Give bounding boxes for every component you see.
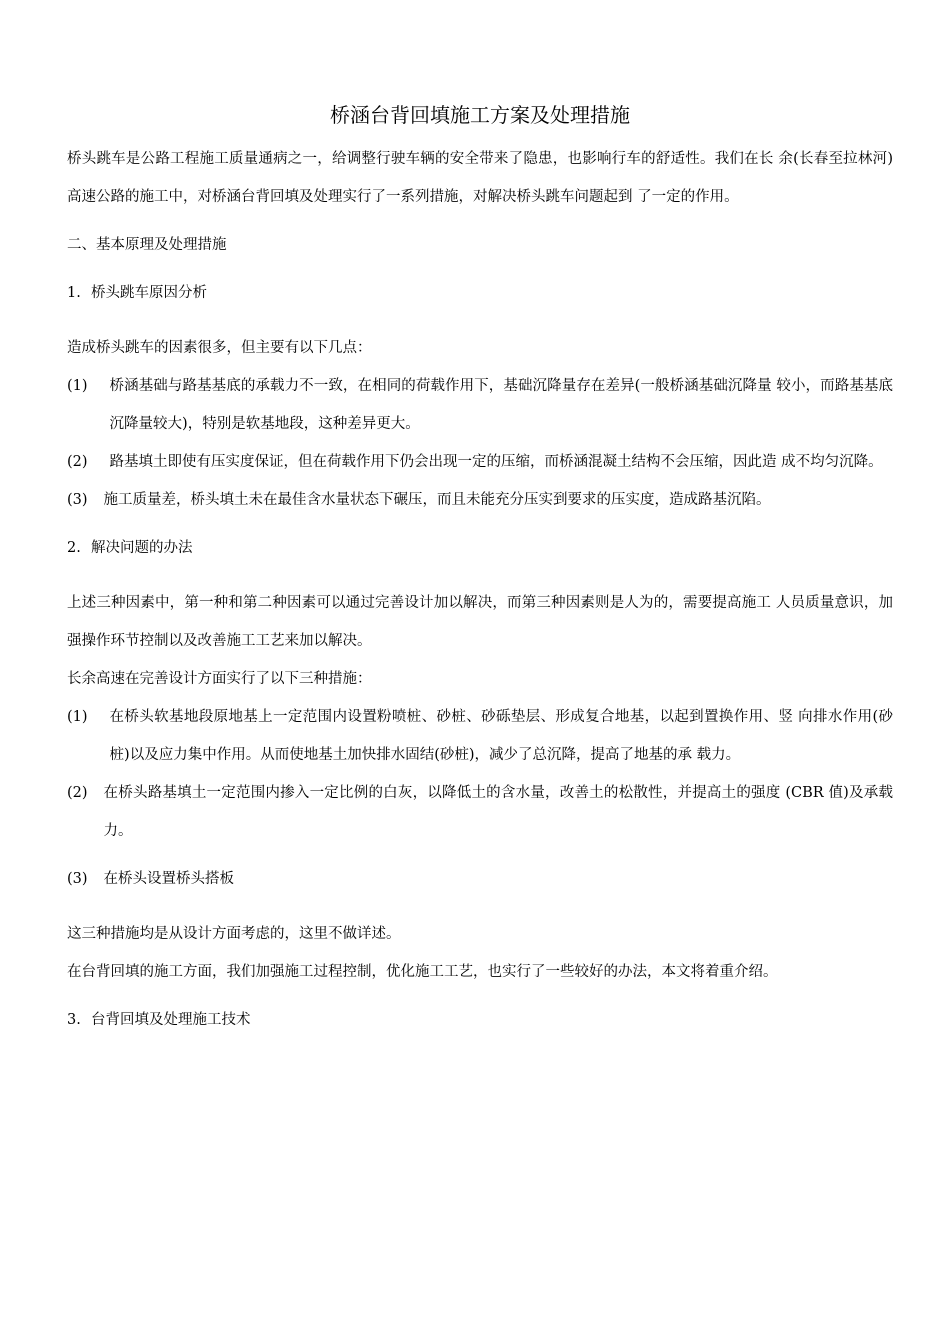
heading-3	[67, 1001, 893, 1039]
document-page	[67, 100, 893, 1054]
heading-2-number: 2.	[67, 540, 81, 556]
heading-2	[67, 529, 893, 567]
cause-item-1-text: 桥涵基础与路基基底的承载力不一致，在相同的荷载作用下，基础沉降量存在差异(一般桥涵基础沉降量 较小，而路基基底沉降量较大)，特别是软基地段，这种差异更大。	[109, 378, 893, 432]
cause-item-3-text: 施工质量差，桥头填土未在最佳含水量状态下碾压，而且未能充分压实到要求的压实度，造成路基沉陷。	[103, 492, 771, 508]
heading-1-number: 1.	[67, 285, 81, 301]
heading-1	[67, 274, 893, 312]
causes-lead: 造成桥头跳车的因素很多，但主要有以下几点：	[67, 340, 372, 356]
intro-paragraph: 桥头跳车是公路工程施工质量通病之一，给调整行驶车辆的安全带来了隐患，也影响行车的舒适性。我们在长 余(长春至拉林河)高速公路的施工中，对桥涵台背回填及处理实行了一系列措施，对解决桥头跳车问题起到 了一定的作用。	[67, 151, 893, 205]
heading-1-text: 桥头跳车原因分析	[91, 285, 207, 301]
measure-item-1	[67, 698, 893, 774]
measure-item-2-number: (2)	[67, 785, 88, 801]
solution-paragraph: 上述三种因素中，第一种和第二种因素可以通过完善设计加以解决，而第三种因素则是人为的，需要提高施工 人员质量意识，加强操作环节控制以及改善施工工艺来加以解决。	[67, 595, 893, 649]
measure-item-2-text: 在桥头路基填土一定范围内掺入一定比例的白灰，以降低土的含水量，改善土的松散性，并提高土的强度 (CBR 值)及承载力。	[103, 785, 893, 839]
measure-item-1-text: 在桥头软基地段原地基上一定范围内设置粉喷桩、砂桩、砂砾垫层、形成复合地基，以起到置换作用、竖 向排水作用(砂桩)以及应力集中作用。从而使地基土加快排水固结(砂桩)，减少了总沉降，提高了地基的承 载力。	[109, 709, 893, 763]
cause-item-3-number: (3)	[67, 492, 88, 508]
cause-item-2	[67, 443, 893, 481]
heading-2-text: 解决问题的办法	[91, 540, 193, 556]
measure-item-2	[67, 774, 893, 850]
section-heading-2: 二、基本原理及处理措施	[67, 237, 227, 253]
cause-item-2-text: 路基填土即使有压实度保证，但在荷载作用下仍会出现一定的压缩，而桥涵混凝土结构不会压缩，因此造 成不均匀沉降。	[109, 454, 883, 470]
document-title: 桥涵台背回填施工方案及处理措施	[330, 103, 630, 127]
design-note: 这三种措施均是从设计方面考虑的，这里不做详述。	[67, 926, 401, 942]
measure-item-3	[67, 860, 893, 898]
measure-item-3-text: 在桥头设置桥头搭板	[103, 871, 235, 887]
measure-item-3-number: (3)	[67, 871, 88, 887]
measure-item-1-number: (1)	[67, 709, 88, 725]
construction-note: 在台背回填的施工方面，我们加强施工过程控制，优化施工工艺，也实行了一些较好的办法，本文将着重介绍。	[67, 964, 778, 980]
cause-item-2-number: (2)	[67, 454, 88, 470]
measures-lead: 长余高速在完善设计方面实行了以下三种措施：	[67, 671, 372, 687]
heading-3-text: 台背回填及处理施工技术	[91, 1012, 251, 1028]
cause-item-3	[67, 481, 893, 519]
cause-item-1	[67, 367, 893, 443]
heading-3-number: 3.	[67, 1012, 81, 1028]
cause-item-1-number: (1)	[67, 378, 88, 394]
